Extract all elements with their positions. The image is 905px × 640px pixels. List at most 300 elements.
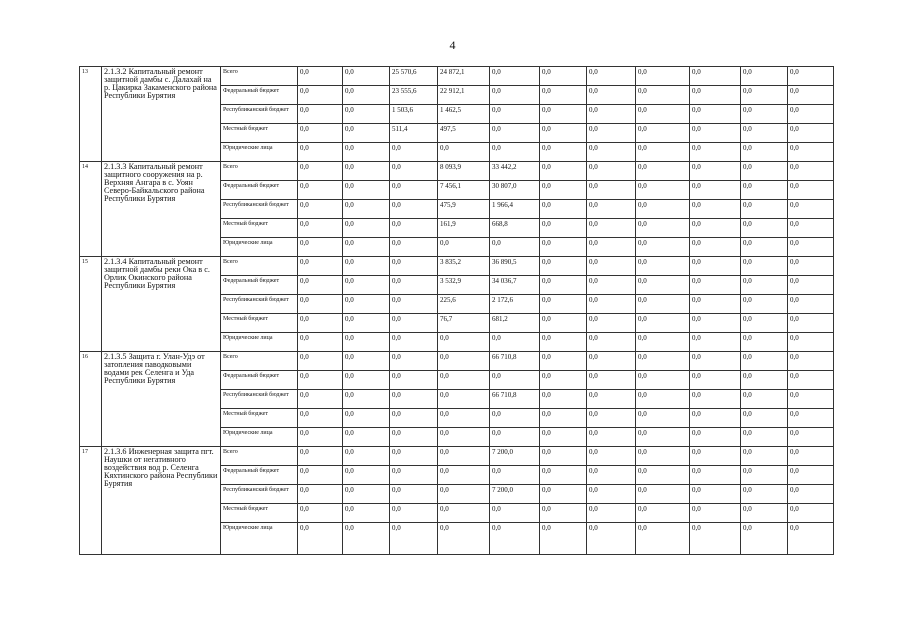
value-cell: 0,0 xyxy=(540,485,587,504)
funding-source: Всего xyxy=(221,67,298,86)
value-cell: 0,0 xyxy=(587,295,636,314)
value-cell: 0,0 xyxy=(636,257,690,276)
value-cell: 0,0 xyxy=(788,219,834,238)
value-cell: 0,0 xyxy=(587,86,636,105)
value-cell: 0,0 xyxy=(343,238,390,257)
value-cell: 0,0 xyxy=(690,466,741,485)
value-cell: 0,0 xyxy=(438,333,490,352)
value-cell: 0,0 xyxy=(741,276,788,295)
value-cell: 0,0 xyxy=(540,181,587,200)
value-cell: 0,0 xyxy=(788,390,834,409)
value-cell: 0,0 xyxy=(540,200,587,219)
value-cell: 0,0 xyxy=(741,390,788,409)
value-cell: 0,0 xyxy=(636,124,690,143)
value-cell: 0,0 xyxy=(298,523,343,555)
value-cell: 0,0 xyxy=(390,181,438,200)
value-cell: 0,0 xyxy=(587,466,636,485)
value-cell: 0,0 xyxy=(587,447,636,466)
value-cell: 0,0 xyxy=(788,314,834,333)
value-cell: 0,0 xyxy=(741,523,788,555)
value-cell: 0,0 xyxy=(390,352,438,371)
value-cell: 0,0 xyxy=(540,523,587,555)
value-cell: 0,0 xyxy=(343,352,390,371)
value-cell: 0,0 xyxy=(636,466,690,485)
value-cell: 0,0 xyxy=(390,219,438,238)
value-cell: 0,0 xyxy=(741,371,788,390)
value-cell: 0,0 xyxy=(540,124,587,143)
measure-name: 2.1.3.2 Капитальный ремонт защитной дамбы с. Далахай на р. Цакирка Закаменского района Республики Бурятия xyxy=(102,67,221,162)
funding-source: Республиканский бюджет xyxy=(221,295,298,314)
value-cell: 0,0 xyxy=(490,504,540,523)
value-cell: 0,0 xyxy=(438,238,490,257)
value-cell: 0,0 xyxy=(690,86,741,105)
value-cell: 668,8 xyxy=(490,219,540,238)
value-cell: 0,0 xyxy=(390,447,438,466)
value-cell: 0,0 xyxy=(741,124,788,143)
value-cell: 36 890,5 xyxy=(490,257,540,276)
value-cell: 0,0 xyxy=(636,409,690,428)
value-cell: 0,0 xyxy=(343,523,390,555)
value-cell: 0,0 xyxy=(690,504,741,523)
value-cell: 0,0 xyxy=(438,428,490,447)
value-cell: 0,0 xyxy=(741,67,788,86)
value-cell: 0,0 xyxy=(587,257,636,276)
value-cell: 0,0 xyxy=(690,257,741,276)
value-cell: 0,0 xyxy=(540,352,587,371)
value-cell: 0,0 xyxy=(298,181,343,200)
value-cell: 0,0 xyxy=(690,371,741,390)
value-cell: 0,0 xyxy=(343,485,390,504)
value-cell: 0,0 xyxy=(298,295,343,314)
value-cell: 0,0 xyxy=(298,67,343,86)
funding-source: Федеральный бюджет xyxy=(221,371,298,390)
value-cell: 0,0 xyxy=(298,162,343,181)
value-cell: 0,0 xyxy=(636,390,690,409)
funding-source: Местный бюджет xyxy=(221,409,298,428)
table-row xyxy=(80,352,834,371)
value-cell: 0,0 xyxy=(438,504,490,523)
value-cell: 0,0 xyxy=(788,200,834,219)
row-number: 16 xyxy=(80,352,102,447)
value-cell: 0,0 xyxy=(741,162,788,181)
value-cell: 0,0 xyxy=(490,466,540,485)
value-cell: 8 093,9 xyxy=(438,162,490,181)
value-cell: 0,0 xyxy=(741,333,788,352)
value-cell: 681,2 xyxy=(490,314,540,333)
table-row xyxy=(80,162,834,181)
value-cell: 0,0 xyxy=(540,219,587,238)
funding-source: Республиканский бюджет xyxy=(221,485,298,504)
value-cell: 0,0 xyxy=(690,200,741,219)
funding-table xyxy=(79,66,834,555)
value-cell: 0,0 xyxy=(390,409,438,428)
value-cell: 0,0 xyxy=(390,257,438,276)
value-cell: 0,0 xyxy=(788,162,834,181)
value-cell: 0,0 xyxy=(343,390,390,409)
value-cell: 33 442,2 xyxy=(490,162,540,181)
value-cell: 24 872,1 xyxy=(438,67,490,86)
value-cell: 0,0 xyxy=(438,143,490,162)
value-cell: 0,0 xyxy=(298,314,343,333)
value-cell: 0,0 xyxy=(390,143,438,162)
value-cell: 0,0 xyxy=(788,371,834,390)
value-cell: 2 172,6 xyxy=(490,295,540,314)
funding-source: Республиканский бюджет xyxy=(221,200,298,219)
value-cell: 0,0 xyxy=(540,257,587,276)
value-cell: 0,0 xyxy=(490,333,540,352)
funding-source: Федеральный бюджет xyxy=(221,181,298,200)
value-cell: 0,0 xyxy=(690,105,741,124)
value-cell: 0,0 xyxy=(343,314,390,333)
value-cell: 1 462,5 xyxy=(438,105,490,124)
funding-source: Федеральный бюджет xyxy=(221,466,298,485)
value-cell: 0,0 xyxy=(298,390,343,409)
value-cell: 0,0 xyxy=(636,105,690,124)
value-cell: 0,0 xyxy=(636,86,690,105)
value-cell: 0,0 xyxy=(741,200,788,219)
value-cell: 0,0 xyxy=(690,143,741,162)
funding-source: Местный бюджет xyxy=(221,504,298,523)
funding-source: Юридические лица xyxy=(221,428,298,447)
table-row xyxy=(80,447,834,466)
measure-name: 2.1.3.5 Защита г. Улан-Удэ от затопления паводковыми водами рек Селенга и Уда Республики Бурятия xyxy=(102,352,221,447)
table-row xyxy=(80,257,834,276)
funding-source: Всего xyxy=(221,352,298,371)
value-cell: 0,0 xyxy=(690,276,741,295)
value-cell: 0,0 xyxy=(587,409,636,428)
value-cell: 0,0 xyxy=(490,238,540,257)
value-cell: 0,0 xyxy=(540,105,587,124)
value-cell: 25 570,6 xyxy=(390,67,438,86)
value-cell: 0,0 xyxy=(540,314,587,333)
value-cell: 0,0 xyxy=(298,86,343,105)
value-cell: 0,0 xyxy=(690,219,741,238)
value-cell: 0,0 xyxy=(741,143,788,162)
value-cell: 22 912,1 xyxy=(438,86,490,105)
value-cell: 0,0 xyxy=(438,466,490,485)
value-cell: 0,0 xyxy=(741,447,788,466)
value-cell: 0,0 xyxy=(587,314,636,333)
value-cell: 0,0 xyxy=(343,181,390,200)
value-cell: 1 966,4 xyxy=(490,200,540,219)
value-cell: 0,0 xyxy=(788,333,834,352)
value-cell: 0,0 xyxy=(690,485,741,504)
value-cell: 0,0 xyxy=(438,523,490,555)
value-cell: 0,0 xyxy=(636,485,690,504)
value-cell: 0,0 xyxy=(343,428,390,447)
value-cell: 0,0 xyxy=(741,428,788,447)
funding-source: Юридические лица xyxy=(221,238,298,257)
value-cell: 0,0 xyxy=(490,86,540,105)
value-cell: 0,0 xyxy=(490,371,540,390)
value-cell: 0,0 xyxy=(298,352,343,371)
value-cell: 0,0 xyxy=(587,428,636,447)
value-cell: 0,0 xyxy=(690,447,741,466)
value-cell: 0,0 xyxy=(788,409,834,428)
value-cell: 497,5 xyxy=(438,124,490,143)
value-cell: 0,0 xyxy=(587,105,636,124)
value-cell: 0,0 xyxy=(438,371,490,390)
value-cell: 0,0 xyxy=(636,333,690,352)
value-cell: 0,0 xyxy=(587,162,636,181)
value-cell: 0,0 xyxy=(788,67,834,86)
value-cell: 0,0 xyxy=(690,409,741,428)
value-cell: 1 503,6 xyxy=(390,105,438,124)
value-cell: 0,0 xyxy=(390,314,438,333)
value-cell: 3 835,2 xyxy=(438,257,490,276)
value-cell: 0,0 xyxy=(788,86,834,105)
value-cell: 0,0 xyxy=(741,238,788,257)
value-cell: 0,0 xyxy=(636,67,690,86)
value-cell: 0,0 xyxy=(540,466,587,485)
value-cell: 7 456,1 xyxy=(438,181,490,200)
value-cell: 0,0 xyxy=(540,409,587,428)
value-cell: 0,0 xyxy=(490,428,540,447)
value-cell: 0,0 xyxy=(438,485,490,504)
value-cell: 0,0 xyxy=(636,295,690,314)
funding-source: Федеральный бюджет xyxy=(221,276,298,295)
value-cell: 0,0 xyxy=(298,447,343,466)
value-cell: 0,0 xyxy=(741,295,788,314)
value-cell: 0,0 xyxy=(788,352,834,371)
page-number: 4 xyxy=(449,38,456,52)
value-cell: 161,9 xyxy=(438,219,490,238)
value-cell: 0,0 xyxy=(343,200,390,219)
value-cell: 0,0 xyxy=(298,105,343,124)
funding-source: Республиканский бюджет xyxy=(221,390,298,409)
value-cell: 0,0 xyxy=(741,504,788,523)
value-cell: 0,0 xyxy=(587,219,636,238)
value-cell: 7 200,0 xyxy=(490,447,540,466)
value-cell: 0,0 xyxy=(343,466,390,485)
value-cell: 0,0 xyxy=(636,162,690,181)
value-cell: 0,0 xyxy=(587,504,636,523)
row-number: 17 xyxy=(80,447,102,555)
value-cell: 0,0 xyxy=(390,238,438,257)
value-cell: 0,0 xyxy=(741,257,788,276)
value-cell: 0,0 xyxy=(741,219,788,238)
value-cell: 0,0 xyxy=(788,523,834,555)
value-cell: 0,0 xyxy=(690,390,741,409)
value-cell: 0,0 xyxy=(298,428,343,447)
value-cell: 0,0 xyxy=(636,352,690,371)
value-cell: 0,0 xyxy=(636,219,690,238)
value-cell: 0,0 xyxy=(636,314,690,333)
value-cell: 0,0 xyxy=(540,276,587,295)
value-cell: 0,0 xyxy=(298,257,343,276)
value-cell: 0,0 xyxy=(636,523,690,555)
value-cell: 0,0 xyxy=(788,276,834,295)
value-cell: 0,0 xyxy=(343,371,390,390)
row-number: 13 xyxy=(80,67,102,162)
row-number: 15 xyxy=(80,257,102,352)
value-cell: 0,0 xyxy=(343,257,390,276)
value-cell: 0,0 xyxy=(298,485,343,504)
value-cell: 0,0 xyxy=(690,67,741,86)
value-cell: 0,0 xyxy=(343,105,390,124)
funding-source: Республиканский бюджет xyxy=(221,105,298,124)
funding-source: Местный бюджет xyxy=(221,219,298,238)
value-cell: 0,0 xyxy=(788,181,834,200)
value-cell: 0,0 xyxy=(741,466,788,485)
value-cell: 0,0 xyxy=(587,143,636,162)
table-row xyxy=(80,67,834,86)
value-cell: 0,0 xyxy=(343,124,390,143)
value-cell: 0,0 xyxy=(438,352,490,371)
value-cell: 0,0 xyxy=(788,143,834,162)
value-cell: 0,0 xyxy=(741,181,788,200)
value-cell: 0,0 xyxy=(690,162,741,181)
value-cell: 0,0 xyxy=(298,143,343,162)
measure-name: 2.1.3.4 Капитальный ремонт защитной дамбы реки Ока в с. Орлик Окинского района Республики Бурятия xyxy=(102,257,221,352)
value-cell: 7 200,0 xyxy=(490,485,540,504)
value-cell: 0,0 xyxy=(690,295,741,314)
funding-source: Всего xyxy=(221,447,298,466)
value-cell: 0,0 xyxy=(540,428,587,447)
value-cell: 0,0 xyxy=(587,181,636,200)
value-cell: 0,0 xyxy=(788,105,834,124)
value-cell: 0,0 xyxy=(540,238,587,257)
value-cell: 0,0 xyxy=(741,352,788,371)
value-cell: 0,0 xyxy=(690,523,741,555)
value-cell: 76,7 xyxy=(438,314,490,333)
value-cell: 0,0 xyxy=(390,390,438,409)
value-cell: 0,0 xyxy=(540,390,587,409)
value-cell: 0,0 xyxy=(343,219,390,238)
value-cell: 0,0 xyxy=(390,200,438,219)
value-cell: 0,0 xyxy=(636,447,690,466)
value-cell: 0,0 xyxy=(343,447,390,466)
value-cell: 0,0 xyxy=(636,238,690,257)
value-cell: 0,0 xyxy=(690,181,741,200)
funding-source: Федеральный бюджет xyxy=(221,86,298,105)
value-cell: 0,0 xyxy=(343,409,390,428)
value-cell: 0,0 xyxy=(788,504,834,523)
value-cell: 66 710,8 xyxy=(490,352,540,371)
value-cell: 0,0 xyxy=(636,200,690,219)
value-cell: 0,0 xyxy=(390,485,438,504)
value-cell: 0,0 xyxy=(587,124,636,143)
value-cell: 0,0 xyxy=(636,504,690,523)
value-cell: 0,0 xyxy=(540,447,587,466)
value-cell: 0,0 xyxy=(390,162,438,181)
value-cell: 0,0 xyxy=(587,276,636,295)
value-cell: 0,0 xyxy=(490,67,540,86)
value-cell: 0,0 xyxy=(788,257,834,276)
value-cell: 0,0 xyxy=(636,428,690,447)
value-cell: 0,0 xyxy=(741,409,788,428)
funding-source: Всего xyxy=(221,257,298,276)
measure-name: 2.1.3.6 Инженерная защита пгт. Наушки от негативного воздействия вод р. Селенга Кяхтинского района Республики Бурятия xyxy=(102,447,221,555)
value-cell: 0,0 xyxy=(390,371,438,390)
value-cell: 0,0 xyxy=(741,105,788,124)
funding-source: Местный бюджет xyxy=(221,124,298,143)
value-cell: 0,0 xyxy=(490,105,540,124)
value-cell: 0,0 xyxy=(788,238,834,257)
value-cell: 0,0 xyxy=(690,428,741,447)
value-cell: 0,0 xyxy=(343,162,390,181)
value-cell: 0,0 xyxy=(390,504,438,523)
funding-source: Юридические лица xyxy=(221,333,298,352)
value-cell: 0,0 xyxy=(587,67,636,86)
value-cell: 0,0 xyxy=(636,143,690,162)
funding-source: Всего xyxy=(221,162,298,181)
value-cell: 0,0 xyxy=(540,333,587,352)
value-cell: 0,0 xyxy=(540,371,587,390)
value-cell: 0,0 xyxy=(390,523,438,555)
value-cell: 0,0 xyxy=(540,295,587,314)
value-cell: 0,0 xyxy=(587,390,636,409)
value-cell: 0,0 xyxy=(438,390,490,409)
value-cell: 0,0 xyxy=(343,67,390,86)
value-cell: 0,0 xyxy=(298,219,343,238)
value-cell: 0,0 xyxy=(438,409,490,428)
value-cell: 30 807,0 xyxy=(490,181,540,200)
value-cell: 0,0 xyxy=(587,523,636,555)
value-cell: 0,0 xyxy=(540,162,587,181)
value-cell: 0,0 xyxy=(741,314,788,333)
value-cell: 0,0 xyxy=(298,409,343,428)
value-cell: 0,0 xyxy=(636,181,690,200)
row-number: 14 xyxy=(80,162,102,257)
table-body xyxy=(80,67,834,555)
value-cell: 0,0 xyxy=(540,504,587,523)
value-cell: 0,0 xyxy=(788,295,834,314)
value-cell: 0,0 xyxy=(490,409,540,428)
value-cell: 0,0 xyxy=(390,428,438,447)
value-cell: 0,0 xyxy=(587,200,636,219)
value-cell: 0,0 xyxy=(343,143,390,162)
value-cell: 0,0 xyxy=(690,238,741,257)
value-cell: 0,0 xyxy=(343,86,390,105)
value-cell: 0,0 xyxy=(343,295,390,314)
value-cell: 0,0 xyxy=(587,352,636,371)
value-cell: 0,0 xyxy=(690,352,741,371)
value-cell: 0,0 xyxy=(540,143,587,162)
value-cell: 0,0 xyxy=(690,124,741,143)
value-cell: 0,0 xyxy=(788,466,834,485)
value-cell: 0,0 xyxy=(540,86,587,105)
value-cell: 0,0 xyxy=(490,143,540,162)
value-cell: 0,0 xyxy=(636,371,690,390)
value-cell: 0,0 xyxy=(788,428,834,447)
measure-name: 2.1.3.3 Капитальный ремонт защитного сооружения на р. Верхняя Ангара в с. Уоян Северо-Байкальского района Республики Бурятия xyxy=(102,162,221,257)
value-cell: 0,0 xyxy=(788,447,834,466)
value-cell: 0,0 xyxy=(343,504,390,523)
value-cell: 0,0 xyxy=(788,485,834,504)
value-cell: 0,0 xyxy=(298,504,343,523)
value-cell: 3 532,9 xyxy=(438,276,490,295)
value-cell: 0,0 xyxy=(298,200,343,219)
value-cell: 23 555,6 xyxy=(390,86,438,105)
value-cell: 0,0 xyxy=(587,371,636,390)
value-cell: 0,0 xyxy=(390,276,438,295)
value-cell: 34 036,7 xyxy=(490,276,540,295)
value-cell: 0,0 xyxy=(298,371,343,390)
value-cell: 0,0 xyxy=(741,86,788,105)
value-cell: 0,0 xyxy=(540,67,587,86)
value-cell: 0,0 xyxy=(298,333,343,352)
value-cell: 475,9 xyxy=(438,200,490,219)
value-cell: 0,0 xyxy=(587,238,636,257)
funding-source: Местный бюджет xyxy=(221,314,298,333)
value-cell: 0,0 xyxy=(587,333,636,352)
value-cell: 0,0 xyxy=(490,124,540,143)
value-cell: 225,6 xyxy=(438,295,490,314)
funding-source: Юридические лица xyxy=(221,143,298,162)
value-cell: 0,0 xyxy=(298,124,343,143)
value-cell: 0,0 xyxy=(390,466,438,485)
